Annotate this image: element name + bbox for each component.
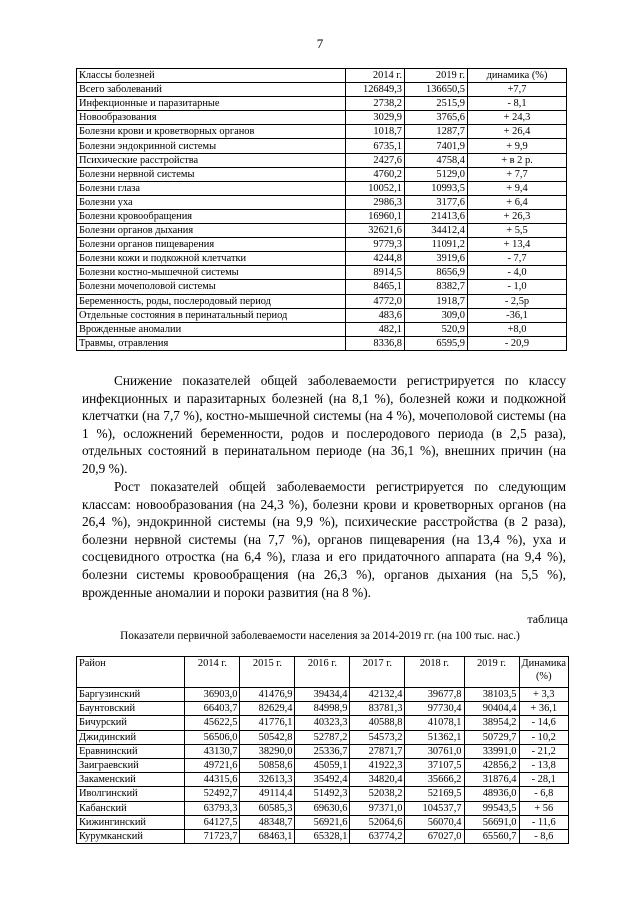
dynamics-cell: - 20,9 [468,336,567,350]
table-row [77,787,569,801]
value-cell: 33991,0 [464,744,519,758]
table-row [77,238,567,252]
value-2019-cell: 10993,5 [405,181,468,195]
value-cell: 56691,0 [464,815,519,829]
dynamics-cell: - 8,6 [519,829,569,843]
table-row [77,730,569,744]
table-row [77,139,567,153]
table-row [77,702,569,716]
value-cell: 56070,4 [405,815,464,829]
disease-class-cell: Болезни нервной системы [77,167,346,181]
header-2019: 2019 г. [464,657,519,688]
dynamics-cell: +8,0 [468,322,567,336]
disease-class-cell: Новообразования [77,111,346,125]
value-cell: 38954,2 [464,716,519,730]
table-caption: Показатели первичной заболеваемости населения за 2014-2019 гг. (на 100 тыс. нас.) [120,630,520,642]
table-row [77,280,567,294]
value-2019-cell: 3919,6 [405,252,468,266]
paragraph-decrease-text: Снижение показателей общей заболеваемости регистрируется по классу инфекционных и паразитарных болезней (на 8,1 %), болезней кожи и подкожной клетчатки (на 7,7 %), костно-мышечной системы (на 4 %), мочеполовой системы (на 1 %), осложнений беременности, родов и послеродового периода (в 2,5 раза), отдельных состояний в перинатальном периоде (на 36,1 %), внешних причин (на 20,9 %). [82,373,566,476]
value-2014-cell: 4772,0 [346,294,405,308]
value-cell: 52064,6 [350,815,405,829]
disease-class-cell: Травмы, отравления [77,336,346,350]
value-cell: 40588,8 [350,716,405,730]
header-year-2014: 2014 г. [346,69,405,83]
value-2014-cell: 6735,1 [346,139,405,153]
dynamics-cell: + 26,4 [468,125,567,139]
value-2014-cell: 8914,5 [346,266,405,280]
value-cell: 35666,2 [405,773,464,787]
value-cell: 49114,4 [240,787,295,801]
district-cell: Курумканский [77,829,185,843]
table-row [77,125,567,139]
district-cell: Заиграевский [77,758,185,772]
paragraph-increase-text: Рост показателей общей заболеваемости регистрируется по следующим классам: новообразования (на 24,3 %), болезни крови и кроветворных органов (на 26,4 %), эндокринной системы (на 9,9 %), психические расстройства (в 2 раза), болезни нервной системы (на 7,7 %), органов пищеварения (на 13,4 %), уха и сосцевидного отростка (на 6,4 %), глаза и его придаточного аппарата (на 9,4 %), болезни системы кровообращения (на 26,3 %), органов дыхания (на 5,5 %), врожденные аномалии и пороки развития (на 8 %). [82,479,566,600]
disease-class-cell: Болезни уха [77,195,346,209]
value-cell: 40323,3 [295,716,350,730]
value-2014-cell: 482,1 [346,322,405,336]
district-cell: Бичурский [77,716,185,730]
value-cell: 48348,7 [240,815,295,829]
value-cell: 39434,4 [295,688,350,702]
header-dynamics: Динамика (%) [519,657,569,688]
table-row [77,181,567,195]
paragraph-increase [82,478,566,601]
value-cell: 60585,3 [240,801,295,815]
value-cell: 52169,5 [405,787,464,801]
header-2017: 2017 г. [350,657,405,688]
table-row [77,829,569,843]
district-cell: Баунтовский [77,702,185,716]
dynamics-cell: + 26,3 [468,209,567,223]
table-row [77,195,567,209]
value-cell: 50858,6 [240,758,295,772]
value-2014-cell: 16960,1 [346,209,405,223]
table-row [77,308,567,322]
value-cell: 49721,6 [185,758,240,772]
district-cell: Иволгинский [77,787,185,801]
dynamics-cell: +7,7 [468,83,567,97]
table-row [77,167,567,181]
value-cell: 51362,1 [405,730,464,744]
value-cell: 45622,5 [185,716,240,730]
dynamics-cell: - 2,5р [468,294,567,308]
disease-class-cell: Беременность, роды, послеродовый период [77,294,346,308]
value-2019-cell: 5129,0 [405,167,468,181]
disease-class-cell: Болезни костно-мышечной системы [77,266,346,280]
value-2019-cell: 11091,2 [405,238,468,252]
value-2019-cell: 136650,5 [405,83,468,97]
dynamics-cell: + 36,1 [519,702,569,716]
value-cell: 71723,7 [185,829,240,843]
disease-class-cell: Болезни кровообращения [77,209,346,223]
value-cell: 68463,1 [240,829,295,843]
value-cell: 99543,5 [464,801,519,815]
value-cell: 48936,0 [464,787,519,801]
value-cell: 27871,7 [350,744,405,758]
dynamics-cell: + 56 [519,801,569,815]
value-2019-cell: 2515,9 [405,97,468,111]
value-cell: 43130,7 [185,744,240,758]
value-2019-cell: 21413,6 [405,209,468,223]
header-2015: 2015 г. [240,657,295,688]
table-header-row [77,69,567,83]
value-cell: 41776,1 [240,716,295,730]
dynamics-cell: - 11,6 [519,815,569,829]
value-cell: 52492,7 [185,787,240,801]
value-cell: 34820,4 [350,773,405,787]
table-row [77,294,567,308]
district-cell: Баргузинский [77,688,185,702]
value-cell: 65328,1 [295,829,350,843]
dynamics-cell: + 5,5 [468,224,567,238]
value-cell: 56506,0 [185,730,240,744]
value-2019-cell: 8656,9 [405,266,468,280]
table-row [77,716,569,730]
table-row [77,266,567,280]
value-cell: 50729,7 [464,730,519,744]
value-cell: 42856,2 [464,758,519,772]
disease-class-cell: Болезни эндокринной системы [77,139,346,153]
value-2014-cell: 2986,3 [346,195,405,209]
disease-class-cell: Отдельные состояния в перинатальный период [77,308,346,322]
table-row [77,336,567,350]
value-2014-cell: 10052,1 [346,181,405,195]
table-row [77,224,567,238]
dynamics-cell: + 3,3 [519,688,569,702]
value-cell: 52787,2 [295,730,350,744]
dynamics-cell: - 10,2 [519,730,569,744]
disease-class-cell: Инфекционные и паразитарные [77,97,346,111]
dynamics-cell: - 1,0 [468,280,567,294]
page-number: 7 [316,36,324,51]
table-row [77,209,567,223]
disease-class-cell: Болезни мочеполовой системы [77,280,346,294]
value-cell: 41476,9 [240,688,295,702]
value-cell: 65560,7 [464,829,519,843]
value-2014-cell: 4244,8 [346,252,405,266]
disease-class-cell: Всего заболеваний [77,83,346,97]
district-cell: Закаменский [77,773,185,787]
value-cell: 56921,6 [295,815,350,829]
value-cell: 66403,7 [185,702,240,716]
value-cell: 41078,1 [405,716,464,730]
value-2019-cell: 520,9 [405,322,468,336]
value-2019-cell: 3177,6 [405,195,468,209]
table-row [77,773,569,787]
value-cell: 38290,0 [240,744,295,758]
value-cell: 50542,8 [240,730,295,744]
disease-class-cell: Врожденные аномалии [77,322,346,336]
value-cell: 35492,4 [295,773,350,787]
dynamics-cell: + 9,4 [468,181,567,195]
table-row [77,322,567,336]
dynamics-cell: - 4,0 [468,266,567,280]
value-cell: 30761,0 [405,744,464,758]
value-cell: 37107,5 [405,758,464,772]
value-2019-cell: 3765,6 [405,111,468,125]
table-row [77,111,567,125]
disease-class-cell: Психические расстройства [77,153,346,167]
dynamics-cell: + в 2 р. [468,153,567,167]
value-cell: 44315,6 [185,773,240,787]
header-disease-class: Классы болезней [77,69,346,83]
value-cell: 54573,2 [350,730,405,744]
value-cell: 67027,0 [405,829,464,843]
value-cell: 69630,6 [295,801,350,815]
table-row [77,688,569,702]
value-cell: 82629,4 [240,702,295,716]
value-cell: 97730,4 [405,702,464,716]
dynamics-cell: + 6,4 [468,195,567,209]
district-cell: Кижингинский [77,815,185,829]
table-label: таблица [527,612,568,626]
table-row [77,83,567,97]
value-cell: 25336,7 [295,744,350,758]
value-cell: 84998,9 [295,702,350,716]
dynamics-cell: - 21,2 [519,744,569,758]
district-cell: Еравнинский [77,744,185,758]
value-2014-cell: 3029,9 [346,111,405,125]
value-2019-cell: 8382,7 [405,280,468,294]
table-header-row [77,657,569,688]
disease-class-cell: Болезни крови и кроветворных органов [77,125,346,139]
dynamics-cell: + 7,7 [468,167,567,181]
disease-classes-table [76,68,567,351]
dynamics-cell: + 9,9 [468,139,567,153]
district-cell: Кабанский [77,801,185,815]
value-2014-cell: 2427,6 [346,153,405,167]
disease-class-cell: Болезни органов пищеварения [77,238,346,252]
value-2014-cell: 483,6 [346,308,405,322]
dynamics-cell: - 8,1 [468,97,567,111]
header-dynamics: динамика (%) [468,69,567,83]
value-cell: 42132,4 [350,688,405,702]
value-cell: 52038,2 [350,787,405,801]
value-2014-cell: 9779,3 [346,238,405,252]
value-2019-cell: 1287,7 [405,125,468,139]
paragraph-decrease [82,372,566,478]
value-cell: 41922,3 [350,758,405,772]
table-row [77,97,567,111]
dynamics-cell: + 24,3 [468,111,567,125]
dynamics-cell: - 14,6 [519,716,569,730]
value-cell: 64127,5 [185,815,240,829]
disease-class-cell: Болезни глаза [77,181,346,195]
value-2014-cell: 126849,3 [346,83,405,97]
value-cell: 104537,7 [405,801,464,815]
value-cell: 31876,4 [464,773,519,787]
dynamics-cell: - 7,7 [468,252,567,266]
value-2014-cell: 2738,2 [346,97,405,111]
header-2018: 2018 г. [405,657,464,688]
value-cell: 97371,0 [350,801,405,815]
value-cell: 90404,4 [464,702,519,716]
header-2014: 2014 г. [185,657,240,688]
table-row [77,815,569,829]
dynamics-cell: - 13,8 [519,758,569,772]
dynamics-cell: + 13,4 [468,238,567,252]
value-2014-cell: 8336,8 [346,336,405,350]
table-row [77,758,569,772]
table-row [77,801,569,815]
disease-class-cell: Болезни кожи и подкожной клетчатки [77,252,346,266]
value-cell: 51492,3 [295,787,350,801]
table-row [77,252,567,266]
value-2019-cell: 7401,9 [405,139,468,153]
district-incidence-table [76,656,569,844]
value-2019-cell: 6595,9 [405,336,468,350]
value-2019-cell: 34412,4 [405,224,468,238]
header-year-2019: 2019 г. [405,69,468,83]
value-cell: 32613,3 [240,773,295,787]
value-cell: 45059,1 [295,758,350,772]
value-2014-cell: 1018,7 [346,125,405,139]
value-2019-cell: 1918,7 [405,294,468,308]
value-2014-cell: 32621,6 [346,224,405,238]
value-cell: 63774,2 [350,829,405,843]
dynamics-cell: - 6,8 [519,787,569,801]
value-2019-cell: 309,0 [405,308,468,322]
value-cell: 39677,8 [405,688,464,702]
dynamics-cell: -36,1 [468,308,567,322]
value-2014-cell: 4760,2 [346,167,405,181]
disease-class-cell: Болезни органов дыхания [77,224,346,238]
header-district: Район [77,657,185,688]
table-row [77,744,569,758]
value-2019-cell: 4758,4 [405,153,468,167]
table-row [77,153,567,167]
value-cell: 36903,0 [185,688,240,702]
value-2014-cell: 8465,1 [346,280,405,294]
value-cell: 63793,3 [185,801,240,815]
header-2016: 2016 г. [295,657,350,688]
value-cell: 38103,5 [464,688,519,702]
value-cell: 83781,3 [350,702,405,716]
dynamics-cell: - 28,1 [519,773,569,787]
district-cell: Джидинский [77,730,185,744]
